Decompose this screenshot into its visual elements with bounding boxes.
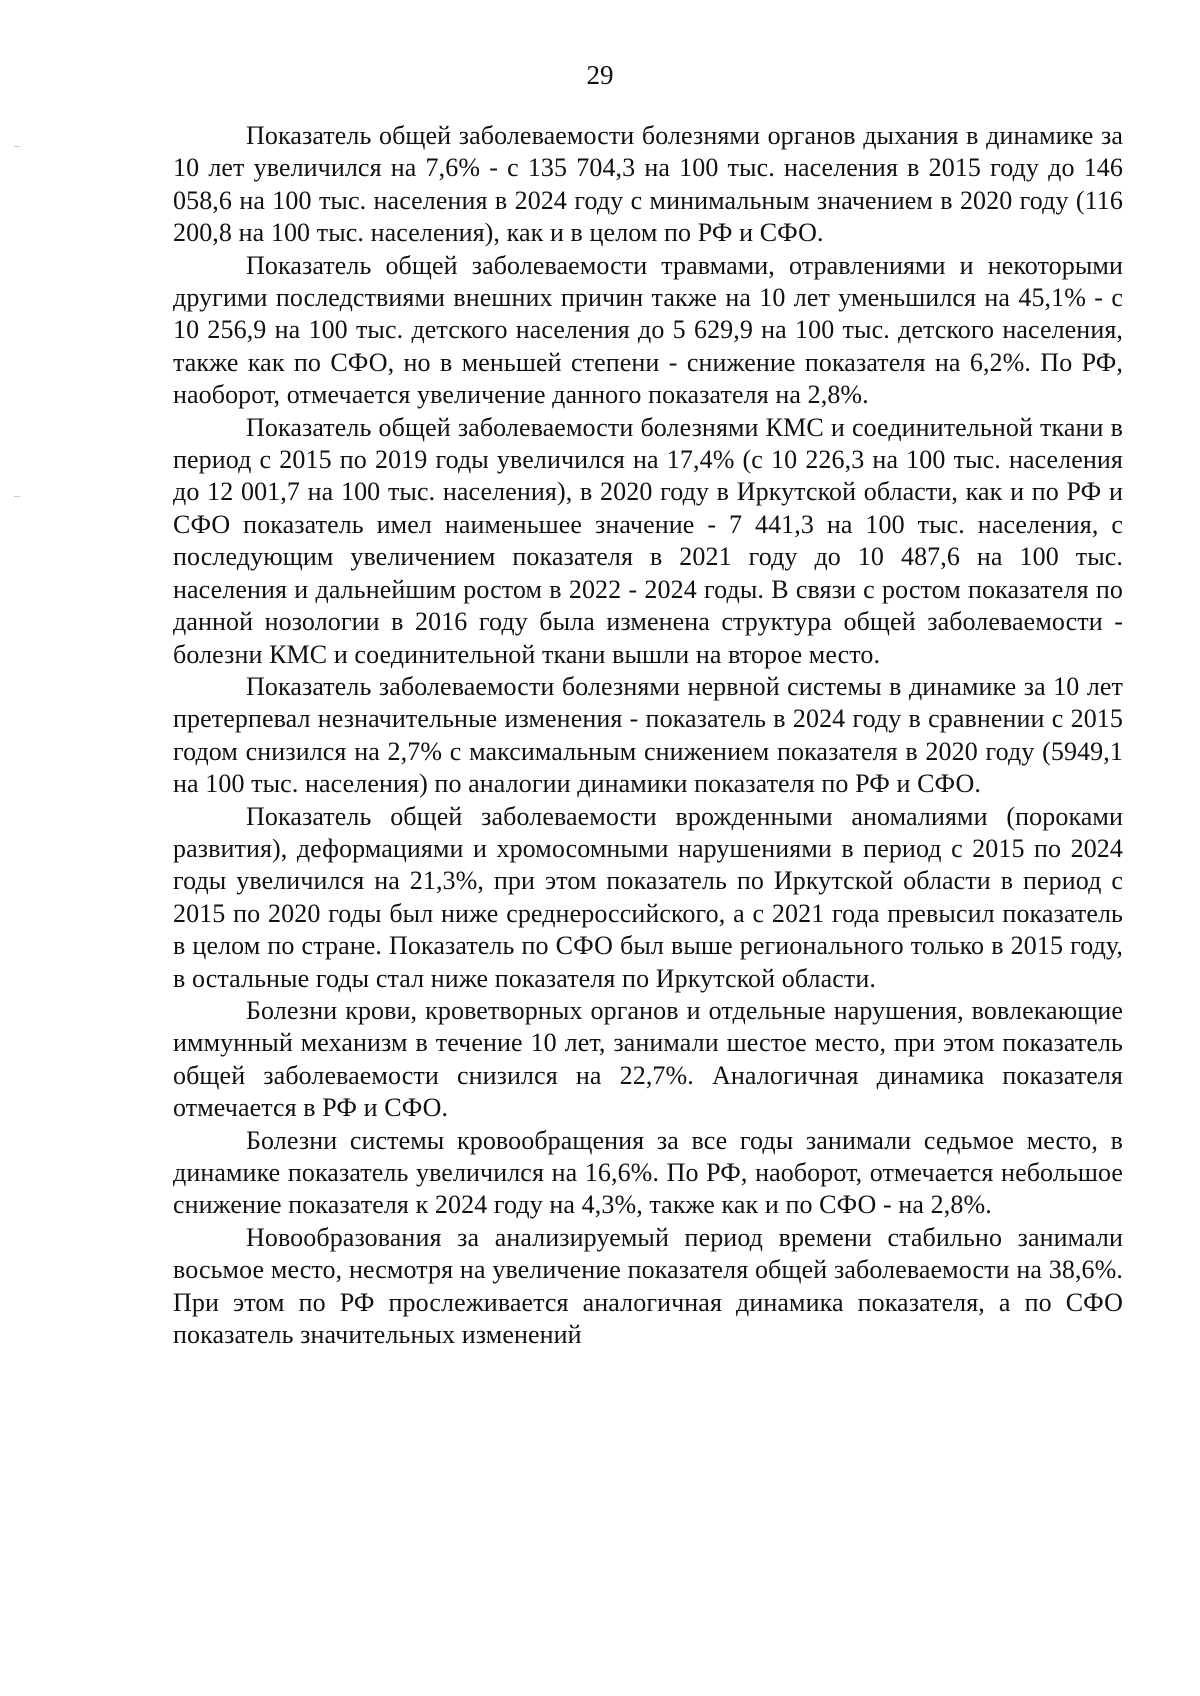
paragraph-neoplasms: Новообразования за анализируемый период времени стабильно занимали восьмое место, несмотря на увеличение показателя общей заболеваемости на 38,6%. При этом по РФ прослеживается аналогичная динамика показателя, а по СФО показатель значительных изменений [173, 1222, 1123, 1350]
paragraph-blood-diseases: Болезни крови, кроветворных органов и отдельные нарушения, вовлекающие иммунный механизм в течение 10 лет, занимали шестое место, при этом показатель общей заболеваемости снизился на 22,7%. Аналогичная динамика показателя отмечается в РФ и СФО. [173, 995, 1123, 1123]
paragraph-respiratory: Показатель общей заболеваемости болезнями органов дыхания в динамике за 10 лет увеличился на 7,6% - с 135 704,3 на 100 тыс. населения в 2015 году до 146 058,6 на 100 тыс. населения в 2024 году с минимальным значением в 2020 году (116 200,8 на 100 тыс. населения), как и в целом по РФ и СФО. [173, 121, 1123, 248]
scan-artifact-mark [14, 146, 20, 147]
paragraph-congenital-anomalies: Показатель общей заболеваемости врожденными аномалиями (пороками развития), деформациями и хромосомными нарушениями в период с 2015 по 2024 годы увеличился на 21,3%, при этом показатель по Иркутской области в период с 2015 по 2020 годы был ниже среднероссийского, а с 2021 года превысил показатель в целом по стране. Показатель по СФО был выше регионального только в 2015 году, в остальные годы стал ниже показателя по Иркутской области. [173, 801, 1123, 993]
scan-artifact-mark [14, 496, 20, 497]
paragraph-circulatory-system: Болезни системы кровообращения за все годы занимали седьмое место, в динамике показатель увеличился на 16,6%. По РФ, наоборот, отмечается небольшое снижение показателя к 2024 году на 4,3%, также как и по СФО - на 2,8%. [173, 1125, 1123, 1220]
page-number: 29 [586, 60, 614, 90]
paragraph-injuries: Показатель общей заболеваемости травмами, отравлениями и некоторыми другими последствиями внешних причин также на 10 лет уменьшился на 45,1% - с 10 256,9 на 100 тыс. детского населения до 5 629,9 на 100 тыс. детского населения, также как по СФО, но в меньшей степени - снижение показателя на 6,2%. По РФ, наоборот, отмечается увеличение данного показателя на 2,8%. [173, 250, 1123, 410]
body-text [173, 120, 1123, 1351]
paragraph-nervous-system: Показатель заболеваемости болезнями нервной системы в динамике за 10 лет претерпевал незначительные изменения - показатель в 2024 году в сравнении с 2015 годом снизился на 2,7% с максимальным снижением показателя в 2020 году (5949,1 на 100 тыс. населения) по аналогии динамики показателя по РФ и СФО. [173, 671, 1123, 799]
paragraph-musculoskeletal: Показатель общей заболеваемости болезнями КМС и соединительной ткани в период с 2015 по 2019 годы увеличился на 17,4% (с 10 226,3 на 100 тыс. населения до 12 001,7 на 100 тыс. населения), в 2020 году в Иркутской области, как и по РФ и СФО показатель имел наименьшее значение - 7 441,3 на 100 тыс. населения, с последующим увеличением показателя в 2021 году до 10 487,6 на 100 тыс. населения и дальнейшим ростом в 2022 - 2024 годы. В связи с ростом показателя по данной нозологии в 2016 году была изменена структура общей заболеваемости - болезни КМС и соединительной ткани вышли на второе место. [173, 412, 1123, 669]
